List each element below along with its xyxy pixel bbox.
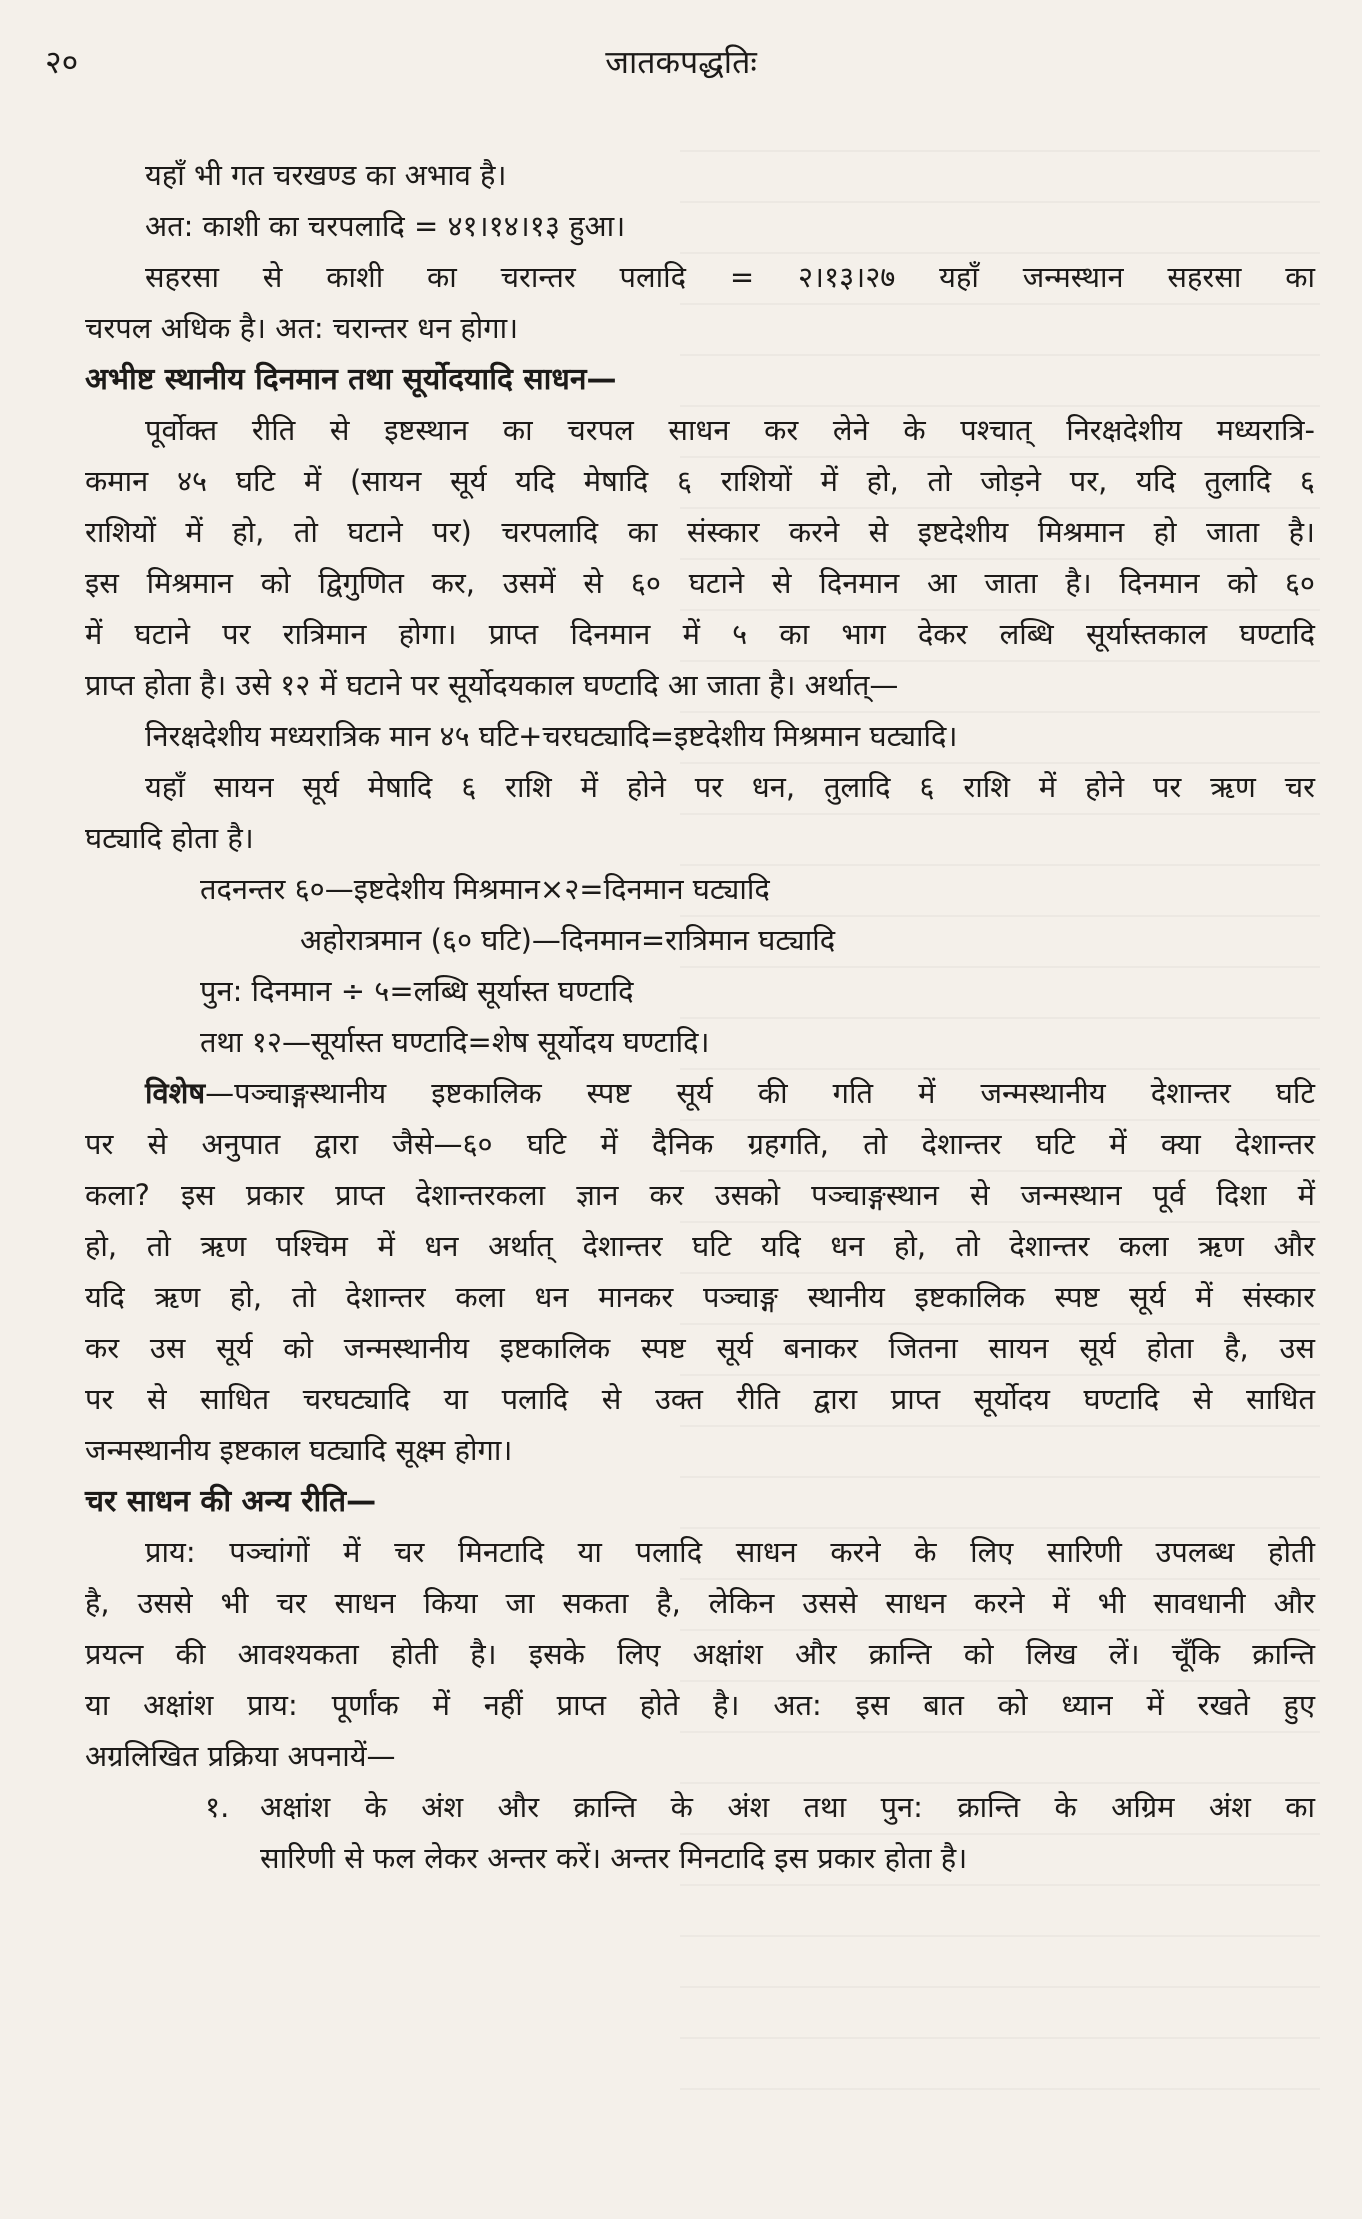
text-line: प्राप्त होता है। उसे १२ में घटाने पर सूर्योदयकाल घण्टादि आ जाता है। अर्थात्— [85, 668, 899, 702]
text-line: यहाँ भी गत चरखण्ड का अभाव है। [145, 158, 507, 192]
text-line: अग्रलिखित प्रक्रिया अपनायें— [85, 1739, 396, 1773]
formula-line: तथा १२—सूर्यास्त घण्टादि=शेष सूर्योदय घण्टादि। [200, 1025, 710, 1059]
formula-line: पुन: दिनमान ÷ ५=लब्धि सूर्यास्त घण्टादि [200, 974, 634, 1008]
list-text: अक्षांश के अंश और क्रान्ति के अंश तथा पुन: क्रान्ति के अग्रिम अंश का [260, 1790, 1315, 1824]
text-line: हो, तो ऋण पश्चिम में धन अर्थात् देशान्तर घटि यदि धन हो, तो देशान्तर कला ऋण और [85, 1229, 1315, 1263]
text-line: प्रयत्न की आवश्यकता होती है। इसके लिए अक्षांश और क्रान्ति को लिख लें। चूँकि क्रान्ति [85, 1637, 1315, 1671]
formula-line: निरक्षदेशीय मध्यरात्रिक मान ४५ घटि+चरघट्यादि=इष्टदेशीय मिश्रमान घट्यादि। [145, 719, 958, 753]
text-line [85, 1068, 1315, 1119]
list-item [85, 1782, 1315, 1833]
text-line: कर उस सूर्य को जन्मस्थानीय इष्टकालिक स्पष्ट सूर्य बनाकर जितना सायन सूर्य होता है, उस [85, 1331, 1315, 1365]
page-header [45, 40, 1317, 90]
text-line: पर से साधित चरघट्यादि या पलादि से उक्त रीति द्वारा प्राप्त सूर्योदय घण्टादि से साधित [85, 1382, 1315, 1416]
text-line: या अक्षांश प्राय: पूर्णांक में नहीं प्राप्त होते है। अत: इस बात को ध्यान में रखते हुए [85, 1688, 1315, 1722]
text-line: घट्यादि होता है। [85, 821, 254, 855]
text-line: है, उससे भी चर साधन किया जा सकता है, लेकिन उससे साधन करने में भी सावधानी और [85, 1586, 1315, 1620]
formula-line: अहोरात्रमान (६० घटि)—दिनमान=रात्रिमान घट्यादि [300, 923, 836, 957]
text-line: यहाँ सायन सूर्य मेषादि ६ राशि में होने पर धन, तुलादि ६ राशि में होने पर ऋण चर [145, 770, 1315, 804]
text-line: इस मिश्रमान को द्विगुणित कर, उसमें से ६० घटाने से दिनमान आ जाता है। दिनमान को ६० [85, 566, 1315, 600]
text-line: चरपल अधिक है। अत: चरान्तर धन होगा। [85, 311, 519, 345]
text-line: जन्मस्थानीय इष्टकाल घट्यादि सूक्ष्म होगा। [85, 1433, 513, 1467]
list-number: १. [205, 1790, 230, 1824]
text-line: राशियों में हो, तो घटाने पर) चरपलादि का संस्कार करने से इष्टदेशीय मिश्रमान हो जाता है। [85, 515, 1315, 549]
vishesh-text: —पञ्चाङ्गस्थानीय इष्टकालिक स्पष्ट सूर्य की गति में जन्मस्थानीय देशान्तर घटि [205, 1076, 1315, 1110]
page-content [85, 150, 1315, 1884]
text-line: में घटाने पर रात्रिमान होगा। प्राप्त दिनमान में ५ का भाग देकर लब्धि सूर्यास्तकाल घण्टादि [85, 617, 1315, 651]
text-line: अत: काशी का चरपलादि = ४१।१४।१३ हुआ। [145, 209, 626, 243]
page-number: २० [45, 43, 79, 81]
list-item-continuation: सारिणी से फल लेकर अन्तर करें। अन्तर मिनटादि इस प्रकार होता है। [260, 1841, 968, 1875]
text-line: प्राय: पञ्चांगों में चर मिनटादि या पलादि साधन करने के लिए सारिणी उपलब्ध होती [145, 1535, 1315, 1569]
text-line: कला? इस प्रकार प्राप्त देशान्तरकला ज्ञान कर उसको पञ्चाङ्गस्थान से जन्मस्थान पूर्व दिशा में [85, 1178, 1315, 1212]
section-heading: अभीष्ट स्थानीय दिनमान तथा सूर्योदयादि साधन— [85, 362, 617, 397]
running-head: जातकपद्धतिः [605, 43, 757, 81]
section-heading: चर साधन की अन्य रीति— [85, 1484, 377, 1519]
text-line: सहरसा से काशी का चरान्तर पलादि = २।१३।२७ यहाँ जन्मस्थान सहरसा का [145, 260, 1315, 294]
text-line: यदि ऋण हो, तो देशान्तर कला धन मानकर पञ्चाङ्ग स्थानीय इष्टकालिक स्पष्ट सूर्य में संस्कार [85, 1280, 1315, 1314]
text-line: कमान ४५ घटि में (सायन सूर्य यदि मेषादि ६ राशियों में हो, तो जोड़ने पर, यदि तुलादि ६ [85, 464, 1315, 498]
text-line: पर से अनुपात द्वारा जैसे—६० घटि में दैनिक ग्रहगति, तो देशान्तर घटि में क्या देशान्तर [85, 1127, 1315, 1161]
vishesh-label: विशेष [145, 1076, 206, 1110]
formula-line: तदनन्तर ६०—इष्टदेशीय मिश्रमान×२=दिनमान घट्यादि [200, 872, 770, 906]
text-line: पूर्वोक्त रीति से इष्टस्थान का चरपल साधन कर लेने के पश्चात् निरक्षदेशीय मध्यरात्रि- [145, 413, 1315, 447]
